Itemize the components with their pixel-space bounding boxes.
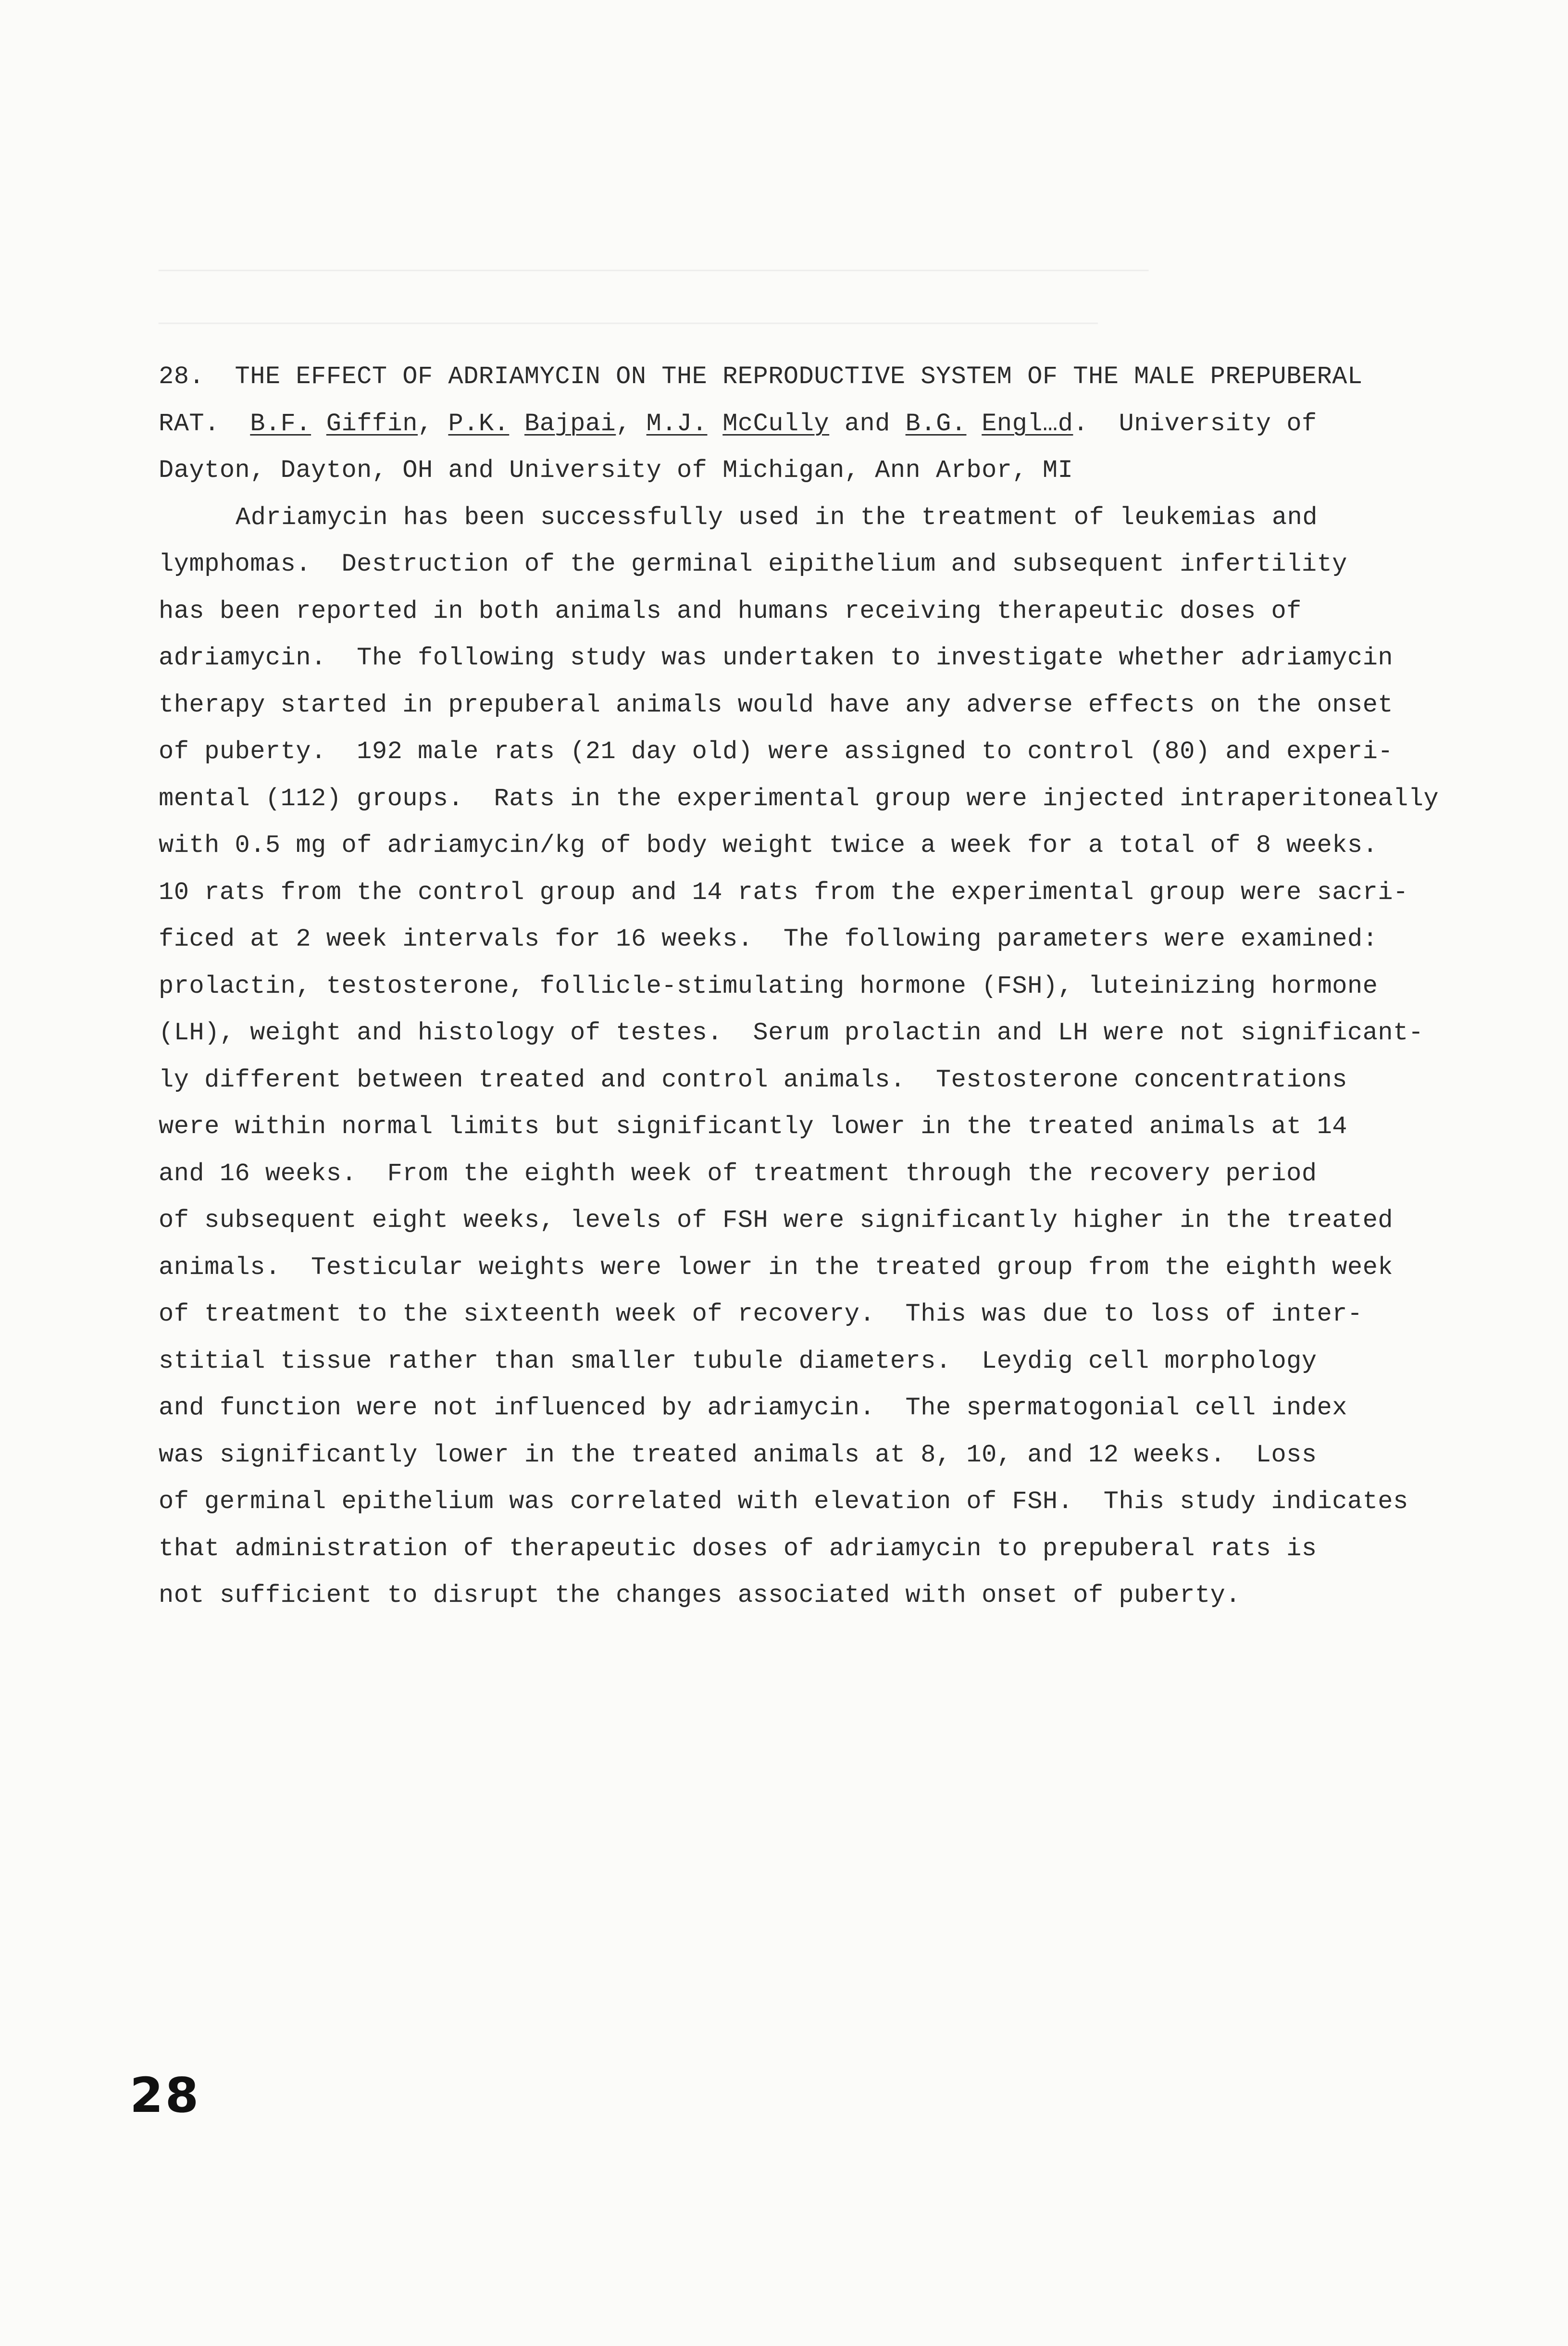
body-line: and function were not influenced by adriamycin. The spermatogonial cell index: [159, 1394, 1347, 1422]
body-line: ly different between treated and control animals. Testosterone concentrations: [159, 1065, 1347, 1094]
body-line: of subsequent eight weeks, levels of FSH were significantly higher in the treated: [159, 1206, 1394, 1235]
page-number: 28: [130, 2067, 201, 2123]
author-line: [159, 400, 1466, 448]
body-line: has been reported in both animals and humans receiving therapeutic doses of: [159, 597, 1302, 625]
body-line: therapy started in prepuberal animals would have any adverse effects on the onset: [159, 690, 1394, 719]
author-2-surname: Bajpai: [524, 409, 616, 438]
body-line: stitial tissue rather than smaller tubule diameters. Leydig cell morphology: [159, 1347, 1317, 1375]
body-line: (LH), weight and histology of testes. Serum prolactin and LH were not significant-: [159, 1019, 1424, 1047]
body-line: that administration of therapeutic doses of adriamycin to prepuberal rats is: [159, 1534, 1317, 1563]
bleed-through-text: ────────────────────────────────────────────────────────────────────────────── ──────────────────────────────────────────────────────────────────────────: [159, 260, 1149, 337]
abstract-title-line: 28. THE EFFECT OF ADRIAMYCIN ON THE REPRODUCTIVE SYSTEM OF THE MALE PREPUBERAL: [159, 362, 1363, 391]
author-3-surname: McCully: [722, 409, 830, 438]
body-line: not sufficient to disrupt the changes associated with onset of puberty.: [159, 1581, 1241, 1610]
author-1-initials: B.F.: [250, 409, 311, 438]
body-line: lymphomas. Destruction of the germinal eipithelium and subsequent infertility: [159, 550, 1347, 578]
body-line: mental (112) groups. Rats in the experimental group were injected intraperitoneally: [159, 784, 1439, 813]
body-line: and 16 weeks. From the eighth week of treatment through the recovery period: [159, 1159, 1317, 1188]
body-line: prolactin, testosterone, follicle-stimulating hormone (FSH), luteinizing hormone: [159, 972, 1378, 1000]
author-1-surname: Giffin: [326, 409, 418, 438]
body-line: Adriamycin has been successfully used in the treatment of leukemias and: [236, 503, 1318, 532]
affiliation-line: Dayton, Dayton, OH and University of Michigan, Ann Arbor, MI: [159, 456, 1073, 485]
byline-prefix: RAT.: [159, 409, 250, 438]
author-3-sep: and: [829, 409, 906, 438]
author-4-initials: B.G.: [905, 409, 967, 438]
body-line: with 0.5 mg of adriamycin/kg of body weight twice a week for a total of 8 weeks.: [159, 831, 1378, 860]
body-line: ficed at 2 week intervals for 16 weeks. The following parameters were examined:: [159, 925, 1378, 953]
body-line: of germinal epithelium was correlated with elevation of FSH. This study indicates: [159, 1487, 1408, 1516]
body-line: 10 rats from the control group and 14 rats from the experimental group were sacri-: [159, 878, 1408, 907]
author-2-sep: ,: [616, 409, 647, 438]
body-line: of puberty. 192 male rats (21 day old) were assigned to control (80) and experi-: [159, 737, 1394, 766]
body-line: adriamycin. The following study was undertaken to investigate whether adriamycin: [159, 644, 1394, 672]
author-1-sep: ,: [418, 409, 448, 438]
body-line: animals. Testicular weights were lower in the treated group from the eighth week: [159, 1253, 1394, 1282]
author-4-sep: .: [1073, 409, 1119, 438]
body-line: of treatment to the sixteenth week of recovery. This was due to loss of inter-: [159, 1300, 1363, 1328]
body-line: were within normal limits but significantly lower in the treated animals at 14: [159, 1112, 1347, 1141]
author-2-initials: P.K.: [448, 409, 510, 438]
author-4-surname: Engl…d: [982, 409, 1073, 438]
body-line: was significantly lower in the treated animals at 8, 10, and 12 weeks. Loss: [159, 1440, 1317, 1469]
author-3-initials: M.J.: [646, 409, 708, 438]
affiliation-start: University of: [1119, 409, 1317, 438]
abstract: [159, 353, 1466, 1619]
